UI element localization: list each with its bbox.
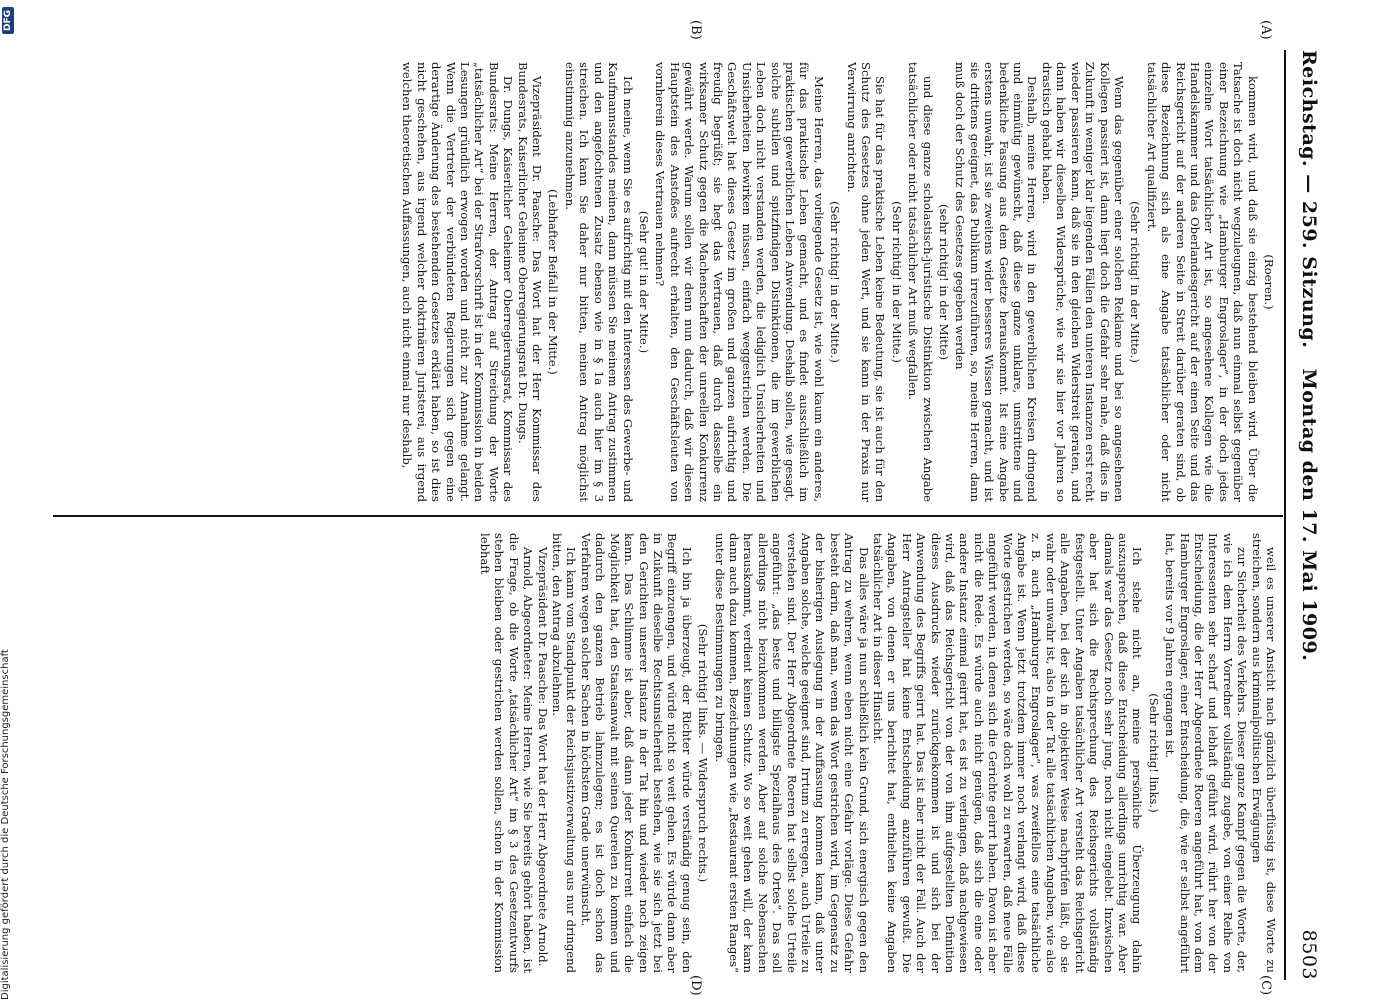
paragraph: Arnold, Abgeordneter: Meine Herren, wie Sie bereits gehört haben, ist die Frage, ob die Worte „tatsächlicher Art“ im § 3 des Gesetzentwurfs stehen bleiben oder gestrichen werden sollen, schon in der Kommission lebhaft xyxy=(478,533,536,973)
interjection: (sehr richtig! in der Mitte) xyxy=(937,203,952,361)
paragraph: kommen wird, und daß sie einzig bestehend bleiben wird. Über die Tatsache ist doch nicht wegzuleugnen, daß nun einmal selbst gegenüber einer Bezeichnung wie „Hamburger Engroslager“, in der doch jedes einzelne Wort tatsächlicher Art ist, so angesehene Kollegen wie die Handelskammer und das Oberlandesgericht auf der einen Seite und das Reichsgericht auf der anderen Seite in Streit darüber geraten sind, ob diese Bezeichnung sich als eine Angabe tatsächlicher oder nicht tatsächlicher Art qualifiziert. xyxy=(1144,62,1260,502)
paragraph: Dr. Dungs, Kaiserlicher Geheimer Oberregierungsrat, Kommissar des Bundesrats: Meine Herren, der Antrag auf Streichung der Worte „tatsächlicher Art“ bei der Strafvorschrift ist in der Kommission in beiden Lesungen gründlich erwogen worden und nicht zur Annahme gelangt. Wenn die Vertreter der verbündeten Regierungen sich gegen eine derartige Änderung des bestehenden Gesetzes erklärt haben, so ist dies nicht geschehen, aus irgend welcher doktrinären Juristerei, aus irgend welchen theoretischen Auffassungen, auch nicht einmal nur deshalb, xyxy=(400,62,516,502)
interjection: (Sehr richtig! in der Mitte.) xyxy=(828,201,843,363)
interjection: (Sehr richtig! in der Mitte.) xyxy=(889,201,904,363)
left-column xyxy=(63,62,1278,502)
paragraph: Vizepräsident Dr. Paasche: Das Wort hat der Herr Abgeordnete Arnold. xyxy=(535,547,550,967)
paragraph: weil es unserer Ansicht nach gänzlich überflüssig ist, diese Worte zu streichen, sondern aus kriminalpolitischen Erwägungen xyxy=(1249,533,1278,973)
margin-letter-d: (D) xyxy=(688,975,703,996)
paragraph: und diese ganze scholastisch-juristische Distinktion zwischen Angabe tatsächlicher oder nicht tatsächlicher Art muß wegfallen. xyxy=(906,62,935,502)
page-header xyxy=(1288,50,1328,980)
paragraph: Das alles wäre ja nun schließlich kein Grund, sich energisch gegen den Antrag zu wehren, wenn eben nicht eine Gefahr vorläge. Diese Gefahr besteht darin, daß man, wenn das Wort gestrichen wird, im Gegensatz zu der bisherigen Auslegung in der Auffassung kommen kann, daß unter Angaben solche, welche geeignet sind, Irrtum zu erregen, auch Urteile zu verstehen sind. Der Herr Abgeordnete Roeren hat selbst solche Urteile angeführt: „das beste und billigste Spezialhaus des Ortes“. Das soll allerdings nicht beizukommen werden. Aber auf solche Nebensachen herauskommt, verdient keinen Schutz. Wo so weit gehen will, der kann dann auch dazu kommen, Bezeichnungen wie „Restaurant ersten Ranges“ unter diese Bestimmungen zu bringen. xyxy=(712,533,871,973)
interjection: (Sehr gut! in der Mitte.) xyxy=(636,210,651,354)
paragraph: zur Sicherheit des Verkehrs. Dieser ganze Kampf gegen die Worte, der, wie ich dem Herrn Vorredner vollständig zugebe, von einer Reihe von Interessenten sehr scharf und lebhaft geführt wird, rührt her von der Entscheidung, die der Herr Abgeordnete Roeren angeführt hat, von dem Hamburger Engroslager, einer Entscheidung, die, wie er selbst angeführt hat, bereits vor 9 Jahren ergangen ist. xyxy=(1163,533,1250,973)
interjection: (Sehr richtig! in der Mitte.) xyxy=(1128,201,1143,363)
paragraph: Meine Herren, das vorliegende Gesetz ist, wie wohl kaum ein anderes, für das praktische Leben gemacht, und es findet ausschließlich im praktischen gewerblichen Leben Anwendung. Deshalb sollen, wie gesagt, solche subtilen und spitzfindigen Distinktionen, die im gewerblichen Leben doch nicht verstanden werden, die lediglich Unsicherheiten und Unsicherheiten bewirken müssen, einfach weggestrichen werden. Die Geschäftswelt hat dieses Gesetz im großen und ganzen aufrichtig und freudig begrüßt; sie hegt das Vertrauen, daß durch dasselbe ein wirksamer Schutz gegen die Machenschaften der unreellen Konkurrenz gewährt werde. Warum sollen wir denn nun dadurch, daß wir diesen Hauptstein des Anstoßes aufrecht erhalten, den Geschäftsleuten von vornherein dieses Vertrauen nehmen? xyxy=(653,62,826,502)
margin-letter-c: (C) xyxy=(1258,975,1273,996)
interjection: (Lebhafter Beifall in der Mitte.) xyxy=(546,189,561,375)
interjection: (Sehr richtig! links.) xyxy=(1146,693,1161,813)
header-rule xyxy=(1284,50,1286,980)
paragraph: Ich stehe nicht an, meine persönliche Überzeugung dahin auszusprechen, daß diese Entscheidung allerdings unrichtig war. Aber damals war das Gesetz noch sehr jung, noch nicht eingelebt. Inzwischen aber hat sich die Rechtsprechung des Reichsgerichts vollständig festgestellt. Unter Angaben tatsächlicher Art versteht das Reichsgericht alle Angaben, bei der sich in objektiver Weise nachprüfen läßt, ob sie wahr oder unwahr ist, also in der Tat alle tatsächlichen Angaben, wie also z. B. auch „Hamburger Engroslager“, was zweifellos eine tatsächliche Angabe ist. Wenn jetzt trotzdem immer noch verlangt wird, daß diese Worte gestrichen werden, so wäre doch wohl zu erwarten, daß neue Fälle angeführt werden, in denen sich die Gerichte geirrt haben. Davon ist aber nicht die Rede. Es würde auch nicht genügen, daß sich die eine oder andere Instanz einmal geirrt hat, es ist zu verlangen, daß nachgewiesen wird, daß das Reichsgericht von der von ihm aufgestellten Definition dieses Ausdrucks wieder zurückgekommen ist und sich bei der Anwendung des Begriffs geirrt hat. Das ist aber nicht der Fall. Auch der Herr Antragsteller hat keine Entscheidung anzuführen gewußt. Die Angaben, von denen er uns berichtet hat, enthielten keine Angaben tatsächlicher Art in dieser Hinsicht. xyxy=(871,533,1145,973)
margin-letter-a: (A) xyxy=(1258,20,1273,40)
interjection: (Sehr richtig! links. — Widerspruch rechts.) xyxy=(696,623,711,883)
paragraph: Ich kann vom Standpunkt der Reichsjustizverwaltung aus nur dringend bitten, den Antrag abzulehnen. xyxy=(550,533,579,973)
credit-text: Digitalisierung gefördert durch die Deutsche Forschungsgemeinschaft xyxy=(0,649,11,1000)
paragraph: Ich bin ja überzeugt, der Richter würde verständig genug sein, den Begriff einzuengen, und würde nicht so weit gehen. Es würde dann aber in Zukunft dieselbe Rechtsunsicherheit bestehen, wie sie sich jetzt bei den Gerichten unserer Instanz in der Tat hin und wieder noch zeigen kann. Das Schlimme ist aber, daß dann jeder Konkurrent einfach die Möglichkeit hat, den Staatsanwalt mit seinen Querelen zu kommen und dadurch den ganzen Betrieb lahmzulegen; es ist doch schon das Verfahren wegen solcher Sachen in höchstem Grade unerwünscht. xyxy=(578,533,694,973)
paragraph: Ich meine, wenn Sie es aufrichtig mit den Interessen des Gewerbe- und Kaufmannsstandes meinen, dann müssen Sie meinem Antrag zustimmen und den angefochtenen Zusatz ebenso wie in § 1a auch hier im § 3 streichen. Ich kann Sie daher nur bitten, meinen Antrag möglichst einstimmig anzunehmen. xyxy=(562,62,635,502)
paragraph: Deshalb, meine Herren, wird in den gewerblichen Kreisen dringend und einmütig gewünscht, daß diese ganze unklare, umstrittene und bedenkliche Fassung aus dem Gesetze herauskommt. Ist eine Angabe erstens unwahr, ist sie zweitens wider besseres Wissen gemacht, und ist sie drittens geeignet, das Publikum irrezuführen, so, meine Herren, dann muß doch der Schutz des Gesetzes gegeben werden xyxy=(953,62,1040,502)
interjection: (Roeren.) xyxy=(1262,254,1276,310)
paragraph: Sie hat für das praktische Leben keine Bedeutung, sie ist auch für den Schutz des Gesetzes ohne jeden Wert, und sie kann in der Praxis nur Verwirrung anrichten. xyxy=(844,62,888,502)
margin-letter-b: (B) xyxy=(688,20,703,40)
header-session: Reichstag. — 259. Sitzung. xyxy=(1298,50,1320,349)
paragraph: Vizepräsident Dr. Paasche: Das Wort hat der Herr Kommissar des Bundesrats, Kaiserlicher Geheime Oberregierungsrat Dr. Dungs. xyxy=(515,62,545,502)
credit-strip xyxy=(0,0,20,1000)
header-page-number: 8503 xyxy=(1298,929,1320,980)
dfg-logo: DFG xyxy=(2,7,14,34)
right-column xyxy=(63,533,1278,973)
paragraph: Wenn das gegenüber einer solchen Reklame und bei so angesehenen Kollegen passiert ist, dann liegt doch die Gefahr sehr nahe, daß dies in Zukunft in weniger klar liegenden Fällen den unteren Instanzen erst recht wieder passieren kann, daß sie in den gleichen Widerstreit geraten, und dann haben wir dieselben Widersprüche, wie wir sie hier vor Jahren so drastisch gehabt haben. xyxy=(1039,62,1126,502)
digitization-credit xyxy=(0,0,20,1000)
header-date: Montag den 17. Mai 1909. xyxy=(1298,368,1320,662)
column-separator xyxy=(53,515,1283,517)
